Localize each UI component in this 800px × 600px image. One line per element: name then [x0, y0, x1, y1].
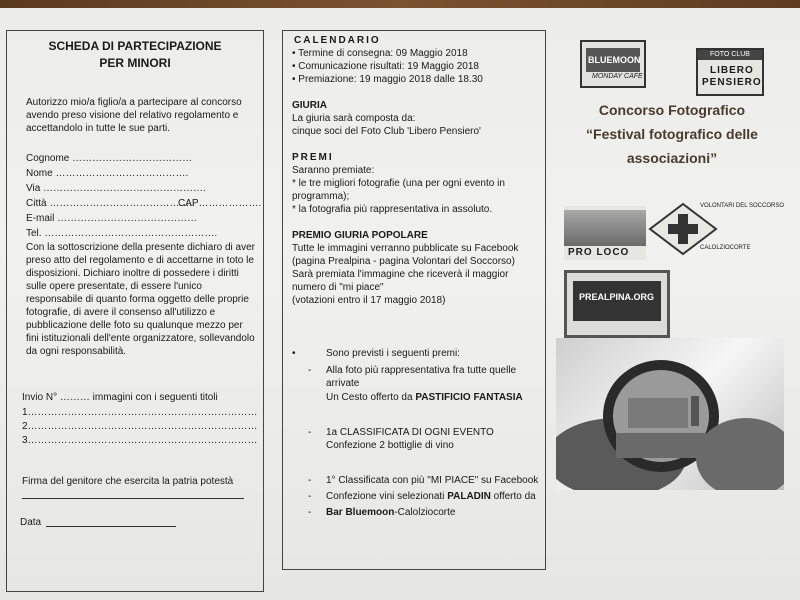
contest-subtitle-2: associazioni” [626, 150, 718, 166]
signature-label: Firma del genitore che esercita la patria potestà [22, 476, 234, 487]
jury-line-2: cinque soci del Foto Club 'Libero Pensiero' [292, 126, 481, 137]
prize3-line-3: Bar Bluemoon-Calolziocorte [326, 507, 456, 518]
calendar-heading: CALENDARIO [294, 35, 381, 46]
popular-line-3: Sarà premiata l'immagine che riceverà il maggior [292, 269, 509, 280]
magnifier-photo [556, 338, 784, 490]
prizes-heading: PREMI [292, 152, 334, 163]
dash-icon: - [308, 491, 312, 502]
field-tel: Tel. ……………………………………………. [26, 228, 218, 239]
flyer-sheet [0, 8, 800, 600]
field-email: E-mail …………………………………… [26, 213, 198, 224]
bullet-icon: • [292, 348, 296, 359]
prizes-line-2: * le tre migliori fotografie (una per ogni evento in [292, 178, 505, 189]
popular-line-4: numero di "mi piace" [292, 282, 384, 293]
prize3-line-1: 1° Classificata con più "MI PIACE" su Facebook [326, 475, 539, 486]
proloco-logo: PRO LOCO [564, 206, 646, 260]
prize1-line-1: Alla foto più rappresentativa fra tutte quelle [326, 365, 517, 376]
jury-heading: GIURIA [292, 100, 327, 111]
magnifier-icon [556, 338, 784, 490]
dash-icon: - [308, 475, 312, 486]
popular-line-1: Tutte le immagini verranno pubblicate su Facebook [292, 243, 519, 254]
field-cap: CAP………………. [178, 198, 262, 209]
invio-line: Invio N° ……… immagini con i seguenti titoli [22, 392, 218, 403]
form-subtitle: PER MINORI [99, 56, 171, 70]
popular-line-5: (votazioni entro il 17 maggio 2018) [292, 295, 446, 306]
prize2-line-1: 1a CLASSIFICATA DI OGNI EVENTO [326, 427, 494, 438]
prealpina-logo: PREALPINA.ORG [564, 270, 670, 338]
field-cognome: Cognome ……………………………… [26, 153, 193, 164]
field-via: Via …………………………………………. [26, 183, 206, 194]
prize1-line-2: arrivate [326, 378, 360, 389]
jury-line-1: La giuria sarà composta da: [292, 113, 416, 124]
dash-icon: - [308, 507, 312, 518]
signature-line [22, 498, 244, 499]
dash-icon: - [308, 365, 312, 376]
soccorso-logo: VOLONTARI DEL SOCCORSO CALOLZIOCORTE [648, 202, 718, 256]
date-line [46, 526, 176, 527]
field-nome: Nome …………………………………. [26, 168, 189, 179]
field-citta: Città …………………………………….. [26, 198, 195, 209]
authorization-text: Autorizzo mio/a figlio/a a partecipare al concorso avendo preso visione del relativo regolamento e accettandolo in tutte le sue parti. [26, 97, 242, 134]
form-title: SCHEDA DI PARTECIPAZIONE [48, 39, 222, 53]
title-line-3: 3…………………………………………………………… [22, 435, 258, 446]
calendar-item-3: • Premiazione: 19 maggio 2018 dalle 18.30 [292, 74, 483, 85]
foto-club-logo: FOTO CLUB LIBERO PENSIERO [696, 48, 764, 96]
contest-subtitle-1: “Festival fotografico delle [586, 126, 758, 142]
prize2-line-2: Confezione 2 bottiglie di vino [326, 440, 454, 451]
prize3-line-2: Confezione vini selezionati PALADIN offerto da [326, 491, 536, 502]
popular-line-2: (pagina Prealpina - pagina Volontari del Soccorso) [292, 256, 515, 267]
prize1-line-3: Un Cesto offerto da PASTIFICIO FANTASIA [326, 392, 523, 403]
popular-heading: PREMIO GIURIA POPOLARE [292, 230, 428, 241]
date-label: Data [20, 517, 42, 528]
title-line-1: 1…………………………………………………………… [22, 407, 258, 418]
prizes-line-1: Saranno premiate: [292, 165, 375, 176]
prizes-line-3: programma); [292, 191, 350, 202]
bluemoon-logo: BLUEMOON MONDAY CAFE [580, 40, 646, 88]
calendar-item-2: • Comunicazione risultati: 19 Maggio 2018 [292, 61, 479, 72]
calendar-item-1: • Termine di consegna: 09 Maggio 2018 [292, 48, 468, 59]
declaration-text: Con la sottoscrizione della presente dichiaro di aver preso atto del regolamento e di accettarne in toto le disposizioni. Dichiaro inoltre di possedere i diritti sulle opere presentate, di essere l'unico responsabile di quanto forma oggetto delle proprie fotografie, di avere il consenso all'utilizzo e pubblicazione delle foto su qualunque mezzo per fini istituzionali dell'ente organizzatore, sollevandolo da ogni responsabilità. [26, 242, 256, 357]
contest-title: Concorso Fotografico [598, 102, 746, 118]
title-line-2: 2…………………………………………………………… [22, 421, 258, 432]
prizes-line-4: * la fotografia più rappresentativa in assoluto. [292, 204, 493, 215]
prizes-intro: Sono previsti i seguenti premi: [326, 348, 460, 359]
dash-icon: - [308, 427, 312, 438]
